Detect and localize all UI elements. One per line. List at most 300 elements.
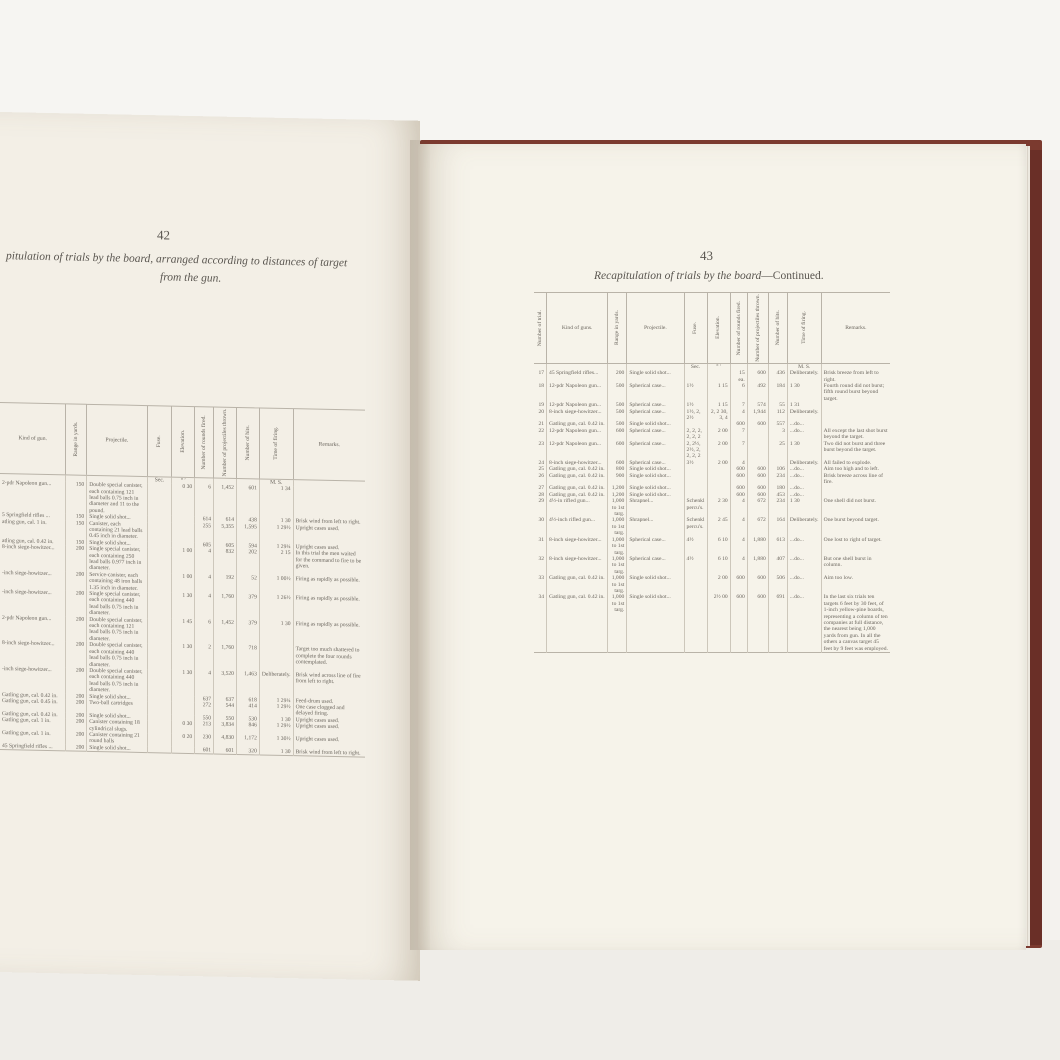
cell-rounds: 4 (730, 409, 747, 422)
col-header-rounds-fired: Number of rounds fired. (195, 407, 214, 478)
cell-projectile: Single solid shot... (87, 745, 147, 753)
unit-cell (730, 363, 747, 370)
cell-time: 1 29½ (259, 723, 293, 737)
cell-thrown: 605 (214, 542, 237, 549)
cell-remarks: Upright cases used. (293, 525, 365, 546)
cell-thrown: 600 (747, 575, 768, 594)
cell-kind-of-guns: Gatling gun, cal. 0.42 in. (547, 421, 608, 427)
cell-range: 200 (66, 571, 87, 591)
cell-trial-number: 30 (538, 517, 545, 524)
cell-fuse: 1½ (684, 383, 707, 402)
cell-hits: 164 (768, 517, 787, 536)
cell-kind-of-guns: 4½-in rifled gun... (547, 498, 608, 517)
cell-range: 500 (608, 383, 627, 402)
cell-rounds: 15 ea. (730, 370, 747, 383)
unit-cell (768, 363, 787, 370)
cell-elevation: 1 00 (172, 548, 195, 574)
col-header-hits: Number of hits. (768, 293, 787, 364)
cell-elevation: 1 15 (707, 402, 730, 408)
cell-trial-number: 32 (538, 555, 545, 562)
cell-remarks (293, 486, 365, 520)
cell-remarks: One case clogged and delayed firing. (293, 704, 365, 718)
right-page-title-main: Recapitulation of trials by the board (594, 270, 762, 282)
cell-thrown: 192 (214, 574, 237, 594)
cell-kind-of-guns: Gatling gun, cal. 0.42 in. (547, 485, 608, 491)
cell-hits: 618 (236, 697, 259, 704)
cell-kind-of-gun: -inch siege-howitzer... (2, 665, 52, 674)
cell-range: 200 (66, 744, 87, 751)
cell-remarks: In this trial the men waited for the command to fire to be given. (293, 550, 365, 577)
cell-kind-of-gun: atling gun, cal. 0.42 in. (2, 537, 54, 545)
cell-rounds: 4 (730, 556, 747, 575)
cell-time: Deliberately. (787, 460, 821, 466)
cell-remarks: One shell did not burst. (821, 498, 890, 517)
cell-range: 200 (66, 693, 87, 700)
table-row (534, 517, 890, 536)
cell-hits: 718 (236, 645, 259, 671)
col-header-range: Range in yards. (66, 404, 87, 475)
cell-time: 1 31 (787, 402, 821, 408)
cell-thrown: 1,880 (747, 537, 768, 556)
cell-range: 500 (608, 409, 627, 422)
right-trials-table (534, 292, 890, 653)
cell-rounds: 600 (730, 485, 747, 491)
cell-remarks: But one shell burst in column. (821, 556, 890, 575)
cell-remarks: Brisk breeze across line of fire. (821, 473, 890, 486)
cell-kind-of-guns: Gatling gun, cal. 0.42 in. (547, 466, 608, 472)
cell-projectile: Double special canister, each containing 121 lead balls 0.75 inch in diameter and 11 to the pound. (87, 482, 147, 515)
cell-rounds: 601 (195, 747, 214, 754)
cell-time: 2 15 (259, 550, 293, 576)
unit-cell (747, 363, 768, 370)
cell-hits: 407 (768, 556, 787, 575)
cell-remarks: Upright cases used. (293, 544, 365, 552)
cell-range: 200 (66, 590, 87, 616)
cell-projectile: Single solid shot... (627, 492, 684, 498)
cell-fuse: 4½ (684, 556, 707, 575)
cell-time: ...do... (787, 473, 821, 486)
cell-elevation: 1 30 (172, 644, 195, 670)
cell-elevation: 2 30 (707, 498, 730, 517)
cell-rounds: 614 (195, 516, 214, 523)
cell-fuse (147, 720, 172, 733)
cell-trial-number: 33 (538, 575, 545, 582)
book-cover-edge (1028, 150, 1042, 945)
cell-rounds: 230 (195, 734, 214, 747)
cell-range: 200 (66, 667, 87, 693)
table-row (534, 370, 890, 383)
cell-kind-of-guns: 8-inch siege-howitzer... (547, 460, 608, 466)
cell-projectile: Spherical case... (627, 441, 684, 460)
cell-fuse (147, 592, 172, 618)
cell-hits: 379 (236, 594, 259, 620)
cell-elevation: 2 45 (707, 517, 730, 536)
cell-time: ...do... (787, 485, 821, 491)
cell-projectile: Spherical case... (627, 402, 684, 408)
cell-kind-of-guns: 4½-inch rifled gun... (547, 517, 608, 536)
cell-hits: 453 (768, 492, 787, 498)
unit-cell: M. S. (787, 363, 821, 370)
cell-fuse (147, 746, 172, 753)
cell-range: 150 (66, 514, 87, 521)
cell-projectile: Spherical case... (627, 556, 684, 575)
cell-thrown: 1,880 (747, 556, 768, 575)
col-header-time: Time of firing. (259, 408, 293, 479)
cell-kind-of-gun: 8-inch siege-howitzer... (2, 544, 55, 552)
cell-thrown: 1,760 (214, 645, 237, 671)
col-header-kind-of-gun: Kind of gun. (0, 403, 66, 475)
cell-rounds: 2 (195, 644, 214, 670)
cell-fuse (147, 522, 172, 542)
cell-rounds: 637 (195, 696, 214, 703)
cell-elevation (172, 746, 195, 753)
cell-fuse: Schenkl percu's. (684, 498, 707, 517)
col-header-elevation: Elevation. (707, 293, 730, 364)
cell-range: 200 (66, 719, 87, 732)
col-header-rounds-fired: Number of rounds fired. (730, 293, 747, 364)
cell-fuse (684, 370, 707, 383)
cell-elevation: 6 10 (707, 537, 730, 556)
cell-projectile: Spherical case... (627, 428, 684, 441)
cell-fuse (147, 573, 172, 593)
cell-projectile: Double special canister, each containing 121 lead balls 0.75 inch in diameter. (87, 616, 147, 643)
cell-rounds: 255 (195, 523, 214, 543)
cell-projectile: Single special canister, each containing 250 lead balls 0.977 inch in diameter. (87, 546, 147, 573)
cell-hits: 691 (768, 594, 787, 652)
cell-range: 200 (66, 546, 87, 572)
cell-elevation: 1 30 (172, 670, 195, 696)
cell-remarks: Upright cases used. (293, 717, 365, 725)
cell-kind-of-guns: 8-inch siege-howitzer... (547, 537, 608, 556)
cell-kind-of-guns: 8-inch siege-howitzer... (547, 409, 608, 422)
cell-time: 1 29¼ (259, 543, 293, 550)
cell-trial-number: 21 (538, 421, 545, 428)
cell-range: 200 (66, 699, 87, 712)
cell-fuse: 4½ (684, 537, 707, 556)
cell-projectile: Double special canister, each containing 440 lead balls 0.75 inch in diameter. (87, 642, 147, 669)
cell-fuse: 1½ (684, 402, 707, 408)
unit-cell: Sec. (147, 476, 172, 483)
cell-range: 150 (66, 539, 87, 546)
cell-rounds: 4 (730, 517, 747, 536)
cell-range: 1,000 to 1st targ. (608, 575, 627, 594)
cell-thrown: 601 (214, 747, 237, 754)
unit-cell: ° ′ (707, 363, 730, 370)
cell-rounds: 7 (730, 441, 747, 460)
cell-fuse: 2, 2, 2, 2, 2, 2 (684, 428, 707, 441)
cell-trial-number: 24 (538, 459, 545, 466)
table-row (534, 383, 890, 402)
cell-fuse (684, 473, 707, 486)
cell-remarks: Aim too high and to left. (821, 466, 890, 472)
cell-projectile: Single solid shot... (87, 540, 147, 548)
table-row (534, 428, 890, 441)
table-row (534, 556, 890, 575)
cell-remarks: All failed to explode. (821, 460, 890, 466)
cell-remarks: Brisk breeze from left to right. (821, 370, 890, 383)
cell-remarks: Aim too low. (821, 575, 890, 594)
cell-kind-of-gun: -inch siege-howitzer... (2, 589, 52, 597)
cell-trial-number: 22 (538, 427, 545, 434)
cell-rounds: 600 (730, 473, 747, 486)
cell-remarks: Fourth round did not burst; fifth round burst beyond target. (821, 383, 890, 402)
col-header-fuse: Fuse. (684, 293, 707, 364)
col-header-kind-of-guns: Kind of guns. (547, 293, 608, 364)
cell-time: 1 00½ (259, 575, 293, 595)
cell-kind-of-guns: 8-inch siege-howitzer... (547, 556, 608, 575)
cell-hits: 379 (236, 620, 259, 646)
cell-projectile: Double special canister, each containing 440 lead balls 0.75 inch in diameter. (87, 668, 147, 695)
cell-rounds: 6 (195, 619, 214, 645)
col-header-fuse: Fuse. (147, 406, 172, 477)
cell-elevation (707, 370, 730, 383)
right-page-title (594, 270, 824, 282)
cell-trial-number: 19 (538, 402, 545, 409)
cell-trial-number: 23 (538, 440, 545, 447)
cell-hits: 594 (236, 543, 259, 550)
col-header-projectiles-thrown: Number of projectiles thrown. (214, 407, 237, 478)
cell-time: 1 30 (259, 518, 293, 525)
unit-cell (608, 363, 627, 370)
cell-thrown: 1,452 (214, 619, 237, 645)
cell-thrown (747, 441, 768, 460)
cell-remarks: One lost to right of target. (821, 537, 890, 556)
cell-thrown: 1,452 (214, 485, 237, 518)
cell-fuse (147, 701, 172, 714)
cell-rounds: 7 (730, 428, 747, 441)
cell-kind-of-gun: 45 Springfield rifles ... (2, 742, 53, 750)
cell-thrown: 550 (214, 715, 237, 722)
cell-hits: 202 (236, 549, 259, 575)
cell-range: 600 (608, 428, 627, 441)
cell-hits: 25 (768, 441, 787, 460)
cell-thrown: 544 (214, 702, 237, 715)
cell-projectile: Single solid shot... (627, 370, 684, 383)
cell-kind-of-guns: Gatling gun, cal. 0.42 in. (547, 575, 608, 594)
cell-rounds: 4 (730, 537, 747, 556)
cell-range: 200 (66, 616, 87, 642)
cell-remarks: Brisk wind from left to right. (293, 518, 365, 526)
cell-kind-of-guns: Gatling gun, cal. 0.42 in. (547, 492, 608, 498)
cell-projectile: Canister containing 18 cylindrical slugs. (87, 719, 147, 733)
cell-trial-number: 31 (538, 536, 545, 543)
cell-hits: 438 (236, 517, 259, 524)
cell-remarks: In the last six trials ten targets 6 feet by 30 feet, of 1-inch yellow-pine boards, representing a column of ten companies at full distance, the nearest being 1,000 yards from gun. In all the others a canvas target 45 feet by 9 feet was employed. (821, 594, 890, 652)
cell-rounds: 600 (730, 466, 747, 472)
cell-range: 600 (608, 460, 627, 466)
cell-remarks: Firing as rapidly as possible. (293, 595, 365, 622)
cell-thrown: 600 (747, 492, 768, 498)
cell-thrown: 492 (747, 383, 768, 402)
cell-projectile: Single solid shot... (627, 594, 684, 652)
cell-elevation: 1 00 (172, 573, 195, 593)
cell-thrown: 4,830 (214, 734, 237, 747)
left-trials-table (0, 402, 365, 758)
cell-remarks: Target too much shattered to complete the four rounds contemplated. (293, 646, 365, 673)
cell-time: 1 30 (787, 383, 821, 402)
cell-time: 1 29½ (259, 524, 293, 544)
cell-time: ...do... (787, 594, 821, 652)
cell-thrown: 1,944 (747, 409, 768, 422)
cell-projectile: Spherical case... (627, 383, 684, 402)
right-page-title-continued: —Continued. (761, 270, 824, 282)
cell-hits: 180 (768, 485, 787, 491)
cell-fuse: Schenkl percu's. (684, 517, 707, 536)
cell-range: 200 (608, 370, 627, 383)
cell-elevation: 2 00 (707, 575, 730, 594)
cell-projectile: Shrapnel... (627, 517, 684, 536)
cell-thrown: 832 (214, 549, 237, 575)
cell-thrown: 1,760 (214, 594, 237, 620)
cell-range: 1,000 to 1st targ. (608, 537, 627, 556)
cell-projectile: Two-ball cartridges (87, 700, 147, 714)
cell-projectile: Canister containing 21 round balls (87, 732, 147, 746)
cell-trial-number: 18 (538, 382, 545, 389)
cell-thrown: 3,520 (214, 670, 237, 696)
col-header-remarks: Remarks. (821, 293, 890, 364)
cell-elevation: 2 00 (707, 460, 730, 466)
cell-elevation (172, 702, 195, 715)
cell-remarks: Upright cases used. (293, 736, 365, 750)
cell-time: Deliberately. (787, 370, 821, 383)
cell-fuse (147, 547, 172, 573)
cell-elevation: 2 00 (707, 428, 730, 441)
cell-remarks: Brisk wind across line of fire from left to right. (293, 672, 365, 699)
left-page-title: pitulation of trials by the board, arranged according to distances of target (6, 250, 348, 270)
cell-rounds: 7 (730, 402, 747, 408)
cell-hits: 3 (768, 428, 787, 441)
cell-time: ...do... (787, 575, 821, 594)
cell-elevation: 2 00 (707, 441, 730, 460)
cell-thrown: 600 (747, 421, 768, 427)
cell-kind-of-gun: Gatling gun, cal. 0.42 in. (2, 710, 58, 718)
cell-time: Deliberately. (787, 409, 821, 422)
cell-remarks: Brisk wind from left to right. (293, 749, 365, 757)
cell-projectile: Spherical case... (627, 409, 684, 422)
cell-projectile: Single special canister, each containing 440 lead balls 0.75 inch in diameter. (87, 591, 147, 618)
cell-elevation: 0 20 (172, 734, 195, 747)
cell-rounds: 600 (730, 421, 747, 427)
cell-elevation: 1 45 (172, 618, 195, 644)
cell-hits: 1,463 (236, 671, 259, 697)
cell-fuse (684, 575, 707, 594)
cell-remarks (821, 409, 890, 422)
cell-range: 1,000 to 1st targ. (608, 517, 627, 536)
cell-range: 600 (608, 441, 627, 460)
col-header-hits: Number of hits. (236, 407, 259, 478)
cell-hits: 52 (236, 575, 259, 595)
cell-time: 1 30 (259, 716, 293, 723)
cell-range: 1,000 to 1st targ. (608, 498, 627, 517)
cell-kind-of-guns: 12-pdr Napoleon gun... (547, 428, 608, 441)
cell-elevation: 2, 2 30, 3, 4 (707, 409, 730, 422)
cell-elevation: 6 10 (707, 556, 730, 575)
unit-cell: M. S. (259, 479, 293, 487)
cell-kind-of-guns: Gatling gun, cal. 0.42 in. (547, 594, 608, 652)
cell-trial-number: 27 (538, 485, 545, 492)
cell-hits: 184 (768, 383, 787, 402)
cell-trial-number: 29 (538, 498, 545, 505)
col-header-remarks: Remarks. (293, 409, 365, 481)
cell-range: 1,000 to 1st targ. (608, 594, 627, 652)
cell-remarks: Upright cases used. (293, 723, 365, 737)
cell-rounds: 4 (195, 548, 214, 574)
cell-time: ...do... (787, 421, 821, 427)
cell-elevation: 0 30 (172, 721, 195, 734)
cell-thrown: 600 (747, 370, 768, 383)
cell-elevation (707, 473, 730, 486)
cell-trial-number: 34 (538, 594, 545, 601)
cell-remarks: Firing as rapidly as possible. (293, 621, 365, 648)
cell-rounds: 605 (195, 542, 214, 549)
cell-trial-number: 20 (538, 408, 545, 415)
cell-rounds: 4 (195, 593, 214, 619)
cell-projectile: Single solid shot... (87, 693, 147, 701)
cell-rounds: 6 (195, 484, 214, 516)
cell-rounds: 6 (730, 383, 747, 402)
cell-elevation (172, 522, 195, 542)
cell-hits: 234 (768, 473, 787, 486)
cell-projectile: Single solid shot... (627, 485, 684, 491)
cell-hits: 1,595 (236, 524, 259, 544)
cell-fuse (684, 594, 707, 652)
cell-time: ...do... (787, 428, 821, 441)
cell-kind-of-guns: 12-pdr Napoleon gun... (547, 441, 608, 460)
cell-rounds: 4 (730, 498, 747, 517)
table-row (534, 594, 890, 652)
cell-thrown: 600 (747, 466, 768, 472)
cell-fuse (147, 733, 172, 746)
cell-rounds: 4 (195, 574, 214, 594)
left-page (0, 112, 420, 981)
right-page-number: 43 (700, 248, 713, 263)
cell-thrown (747, 428, 768, 441)
cell-fuse (147, 643, 172, 669)
table-row (534, 441, 890, 460)
table-row (534, 498, 890, 517)
cell-remarks: Firing as rapidly as possible. (293, 576, 365, 597)
left-page-number: 42 (157, 227, 170, 243)
cell-time: 1 30 (787, 441, 821, 460)
unit-cell (627, 363, 684, 370)
cell-time: 1 34 (259, 486, 293, 519)
cell-time: Deliberately. (259, 671, 293, 697)
cell-projectile: Single solid shot... (627, 575, 684, 594)
cell-time: ...do... (787, 556, 821, 575)
cell-time: 1 29¼ (259, 697, 293, 704)
cell-elevation: 1 30 (172, 593, 195, 619)
cell-range: 500 (608, 402, 627, 408)
cell-hits: 55 (768, 402, 787, 408)
cell-kind-of-gun: 8-inch siege-howitzer... (2, 640, 55, 648)
cell-rounds: 272 (195, 702, 214, 715)
cell-projectile: Spherical case... (627, 460, 684, 466)
cell-thrown: 3,834 (214, 722, 237, 735)
cell-elevation: 0 30 (172, 484, 195, 517)
book-gutter-shadow (410, 140, 430, 950)
col-header-projectiles-thrown: Number of projectiles thrown. (747, 293, 768, 364)
col-header-projectile: Projectile. (627, 293, 684, 364)
cell-trial-number: 26 (538, 472, 545, 479)
cell-hits: 601 (236, 485, 259, 518)
cell-time: ...do... (787, 537, 821, 556)
cell-time (259, 646, 293, 672)
cell-fuse: 2, 2½, 2½, 2, 2, 2, 2 (684, 441, 707, 460)
cell-elevation: 2½ 00 (707, 594, 730, 652)
cell-thrown: 5,355 (214, 523, 237, 543)
cell-hits: 613 (768, 537, 787, 556)
cell-thrown: 600 (747, 485, 768, 491)
